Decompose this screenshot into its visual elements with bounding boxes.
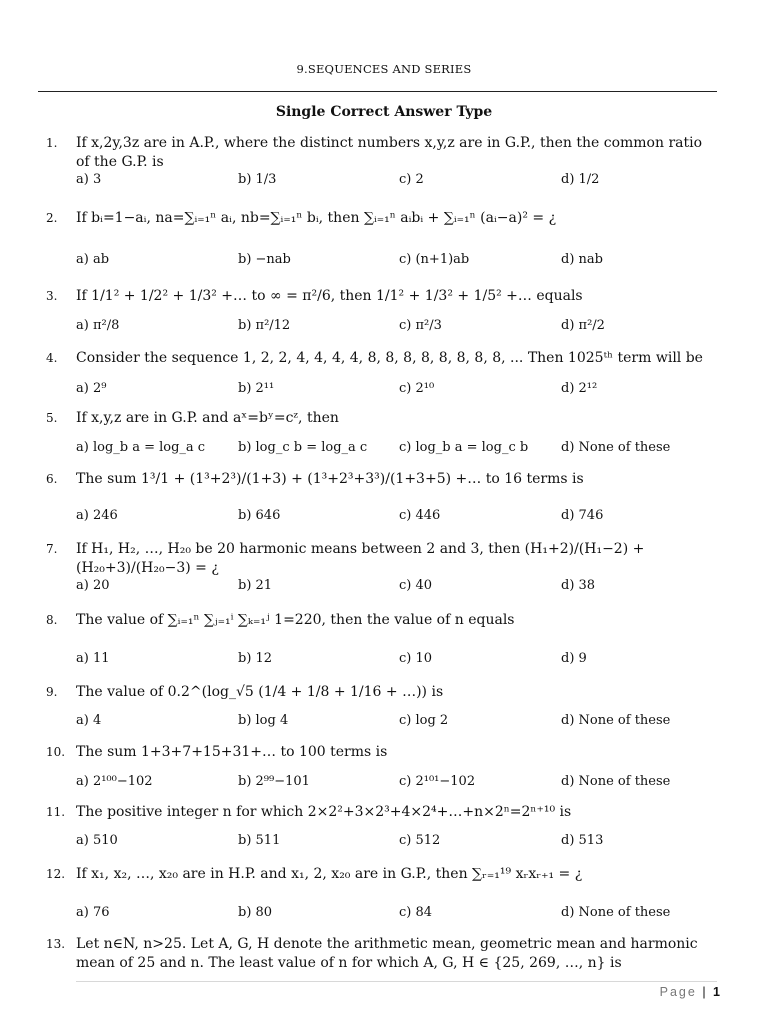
answer-option: b) 2¹¹: [238, 381, 275, 396]
page-footer: Page | 1: [659, 985, 720, 999]
answer-option: c) log 2: [399, 713, 449, 728]
section-title: Single Correct Answer Type: [275, 104, 493, 120]
answer-option: c) 2¹⁰: [399, 381, 435, 396]
question-number: 2.: [46, 211, 58, 225]
question-text: The value of ∑ᵢ₌₁ⁿ ∑ⱼ₌₁ⁱ ∑ₖ₌₁ʲ 1=220, then the value of n equals: [76, 612, 515, 628]
answer-option: a) 3: [76, 172, 102, 187]
answer-option: a) 2⁹: [76, 381, 107, 396]
question-number: 7.: [46, 542, 58, 556]
answer-option: c) 2¹⁰¹−102: [399, 774, 476, 789]
answer-option: a) 20: [76, 578, 110, 593]
answer-option: b) π²/12: [238, 318, 291, 333]
answer-option: a) ab: [76, 252, 110, 267]
answer-option: d) 513: [561, 833, 604, 848]
answer-option: c) log_b a = log_c b: [399, 440, 529, 455]
question-text: If bᵢ=1−aᵢ, na=∑ᵢ₌₁ⁿ aᵢ, nb=∑ᵢ₌₁ⁿ bᵢ, then ∑ᵢ₌₁ⁿ aᵢbᵢ + ∑ᵢ₌₁ⁿ (aᵢ−a)² = ¿: [76, 210, 557, 226]
answer-option: d) π²/2: [561, 318, 605, 333]
answer-option: a) 76: [76, 905, 110, 920]
question-number: 12.: [46, 867, 66, 881]
answer-option: c) 446: [399, 508, 441, 523]
question-number: 5.: [46, 411, 58, 425]
question-text: If x₁, x₂, …, x₂₀ are in H.P. and x₁, 2, x₂₀ are in G.P., then ∑ᵣ₌₁¹⁹ xᵣxᵣ₊₁ = ¿: [76, 866, 583, 882]
answer-option: c) (n+1)ab: [399, 252, 470, 267]
answer-option: d) 2¹²: [561, 381, 598, 396]
question-number: 8.: [46, 613, 58, 627]
answer-option: c) 40: [399, 578, 433, 593]
question-text: The positive integer n for which 2×2²+3×2³+4×2⁴+…+n×2ⁿ=2ⁿ⁺¹⁰ is: [76, 804, 572, 820]
answer-option: b) log 4: [238, 713, 289, 728]
answer-option: b) 80: [238, 905, 273, 920]
answer-option: d) 9: [561, 651, 587, 666]
answer-option: d) 38: [561, 578, 596, 593]
answer-option: a) 2¹⁰⁰−102: [76, 774, 153, 789]
question-number: 6.: [46, 472, 58, 486]
answer-option: b) 2⁹⁹−101: [238, 774, 310, 789]
answer-option: b) 511: [238, 833, 281, 848]
question-text: Let n∈N, n>25. Let A, G, H denote the arithmetic mean, geometric mean and harmonic mean of 25 and n. The least value of n for which A, G, H ∈ {25, 269, …, n} is: [76, 936, 698, 971]
question-text: If 1/1² + 1/2² + 1/3² +… to ∞ = π²/6, then 1/1² + 1/3² + 1/5² +… equals: [76, 288, 583, 304]
answer-option: d) 1/2: [561, 172, 600, 187]
answer-option: a) π²/8: [76, 318, 120, 333]
answer-option: b) 12: [238, 651, 273, 666]
page-header: 9.SEQUENCES AND SERIES: [296, 62, 472, 76]
question-number: 4.: [46, 351, 58, 365]
question-text: The sum 1³/1 + (1³+2³)/(1+3) + (1³+2³+3³)/(1+3+5) +… to 16 terms is: [76, 471, 584, 487]
answer-option: d) nab: [561, 252, 603, 267]
answer-option: a) 11: [76, 651, 110, 666]
question-number: 3.: [46, 289, 58, 303]
question-number: 11.: [46, 805, 66, 819]
question-number: 9.: [46, 685, 58, 699]
answer-option: b) log_c b = log_a c: [238, 440, 368, 455]
question-text: If x,y,z are in G.P. and aˣ=bʸ=cᶻ, then: [76, 410, 339, 426]
answer-option: c) 84: [399, 905, 433, 920]
question-text: If H₁, H₂, …, H₂₀ be 20 harmonic means between 2 and 3, then (H₁+2)/(H₁−2) + (H₂₀+3)/(H₂₀−3) = ¿: [76, 541, 645, 576]
question-number: 13.: [46, 937, 66, 951]
answer-option: a) 246: [76, 508, 118, 523]
answer-option: d) None of these: [561, 774, 671, 789]
answer-option: c) 10: [399, 651, 433, 666]
question-number: 1.: [46, 136, 58, 150]
answer-option: b) −nab: [238, 252, 291, 267]
answer-option: d) 746: [561, 508, 604, 523]
question-text: The value of 0.2^(log_√5 (1/4 + 1/8 + 1/16 + …)) is: [76, 684, 444, 700]
answer-option: a) 4: [76, 713, 102, 728]
answer-option: b) 646: [238, 508, 281, 523]
answer-option: a) 510: [76, 833, 118, 848]
question-text: If x,2y,3z are in A.P., where the distinct numbers x,y,z are in G.P., then the common ratio of the G.P. is: [76, 135, 703, 170]
answer-option: c) π²/3: [399, 318, 442, 333]
page-number: 1: [713, 985, 720, 999]
answer-option: b) 1/3: [238, 172, 277, 187]
question-number: 10.: [46, 745, 66, 759]
answer-option: d) None of these: [561, 440, 671, 455]
answer-option: d) None of these: [561, 905, 671, 920]
answer-option: c) 2: [399, 172, 424, 187]
footer-rule: [76, 981, 717, 982]
answer-option: c) 512: [399, 833, 441, 848]
answer-option: b) 21: [238, 578, 273, 593]
question-text: The sum 1+3+7+15+31+… to 100 terms is: [76, 744, 388, 760]
answer-option: a) log_b a = log_a c: [76, 440, 206, 455]
header-rule: [38, 91, 717, 92]
page-label: Page: [659, 985, 697, 999]
question-text: Consider the sequence 1, 2, 2, 4, 4, 4, 4, 8, 8, 8, 8, 8, 8, 8, 8, ... Then 1025ᵗʰ term will be: [76, 350, 703, 366]
answer-option: d) None of these: [561, 713, 671, 728]
